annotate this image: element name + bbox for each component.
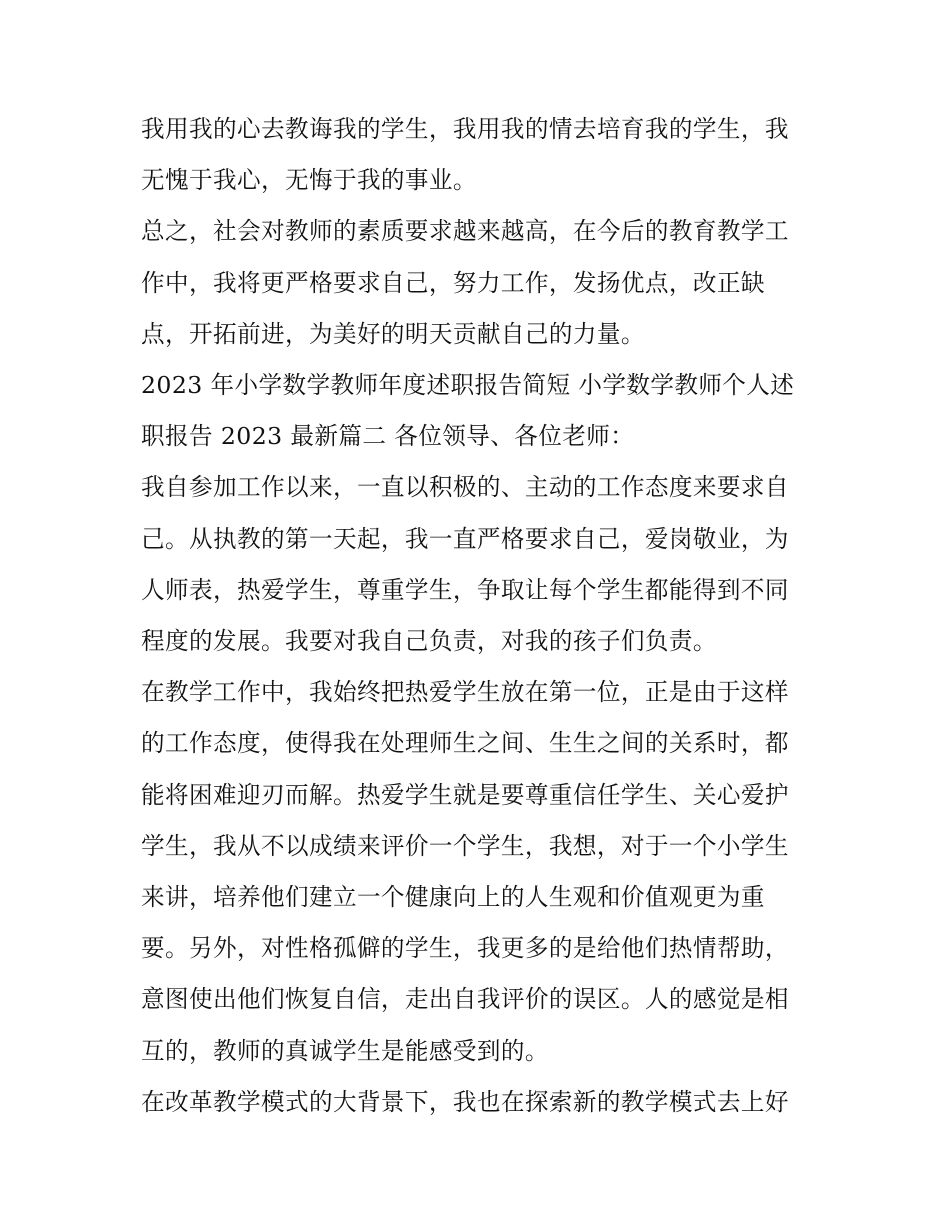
text-line: 人师表，热爱学生，尊重学生，争取让每个学生都能得到不同 (141, 575, 789, 604)
text-line: 己。从执教的第一天起，我一直严格要求自己，爱岗敬业，为 (141, 524, 789, 553)
text-line: 2023 年小学数学教师年度述职报告简短 小学数学教师个人述 (141, 371, 795, 400)
text-line: 互的，教师的真诚学生是能感受到的。 (141, 1036, 549, 1065)
text-line: 意图使出他们恢复自信，走出自我评价的误区。人的感觉是相 (141, 985, 789, 1014)
paragraph-1 (141, 104, 813, 206)
text-line: 在教学工作中，我始终把热爱学生放在第一位，正是由于这样 (141, 678, 789, 707)
paragraph-2 (141, 206, 813, 360)
text-line: 总之，社会对教师的素质要求越来越高，在今后的教育教学工 (141, 217, 789, 246)
text-line: 能将困难迎刃而解。热爱学生就是要尊重信任学生、关心爱护 (141, 780, 789, 809)
text-line: 在改革教学模式的大背景下，我也在探索新的教学模式去上好 (141, 1087, 789, 1116)
text-line: 我用我的心去教诲我的学生，我用我的情去培育我的学生，我 (141, 115, 789, 143)
text-line: 的工作态度，使得我在处理师生之间、生生之间的关系时，都 (141, 729, 789, 758)
paragraph-6 (141, 1077, 813, 1128)
paragraph-4 (141, 462, 813, 667)
text-line: 要。另外，对性格孤僻的学生，我更多的是给他们热情帮助， (141, 934, 789, 963)
text-line: 点，开拓前进，为美好的明天贡献自己的力量。 (141, 319, 645, 348)
text-line: 程度的发展。我要对我自己负责，对我的孩子们负责。 (141, 627, 717, 656)
document-body (141, 104, 813, 1128)
text-line: 无愧于我心，无悔于我的事业。 (141, 166, 477, 195)
text-line: 作中，我将更严格要求自己，努力工作，发扬优点，改正缺 (141, 268, 765, 297)
text-line: 我自参加工作以来，一直以积极的、主动的工作态度来要求自 (141, 473, 789, 502)
text-line: 学生，我从不以成绩来评价一个学生，我想，对于一个小学生 (141, 831, 789, 860)
text-line: 职报告 2023 最新篇二 各位领导、各位老师： (141, 422, 635, 451)
paragraph-5 (141, 667, 813, 1077)
text-line: 来讲，培养他们建立一个健康向上的人生观和价值观更为重 (141, 883, 765, 912)
paragraph-3-heading (141, 360, 813, 462)
